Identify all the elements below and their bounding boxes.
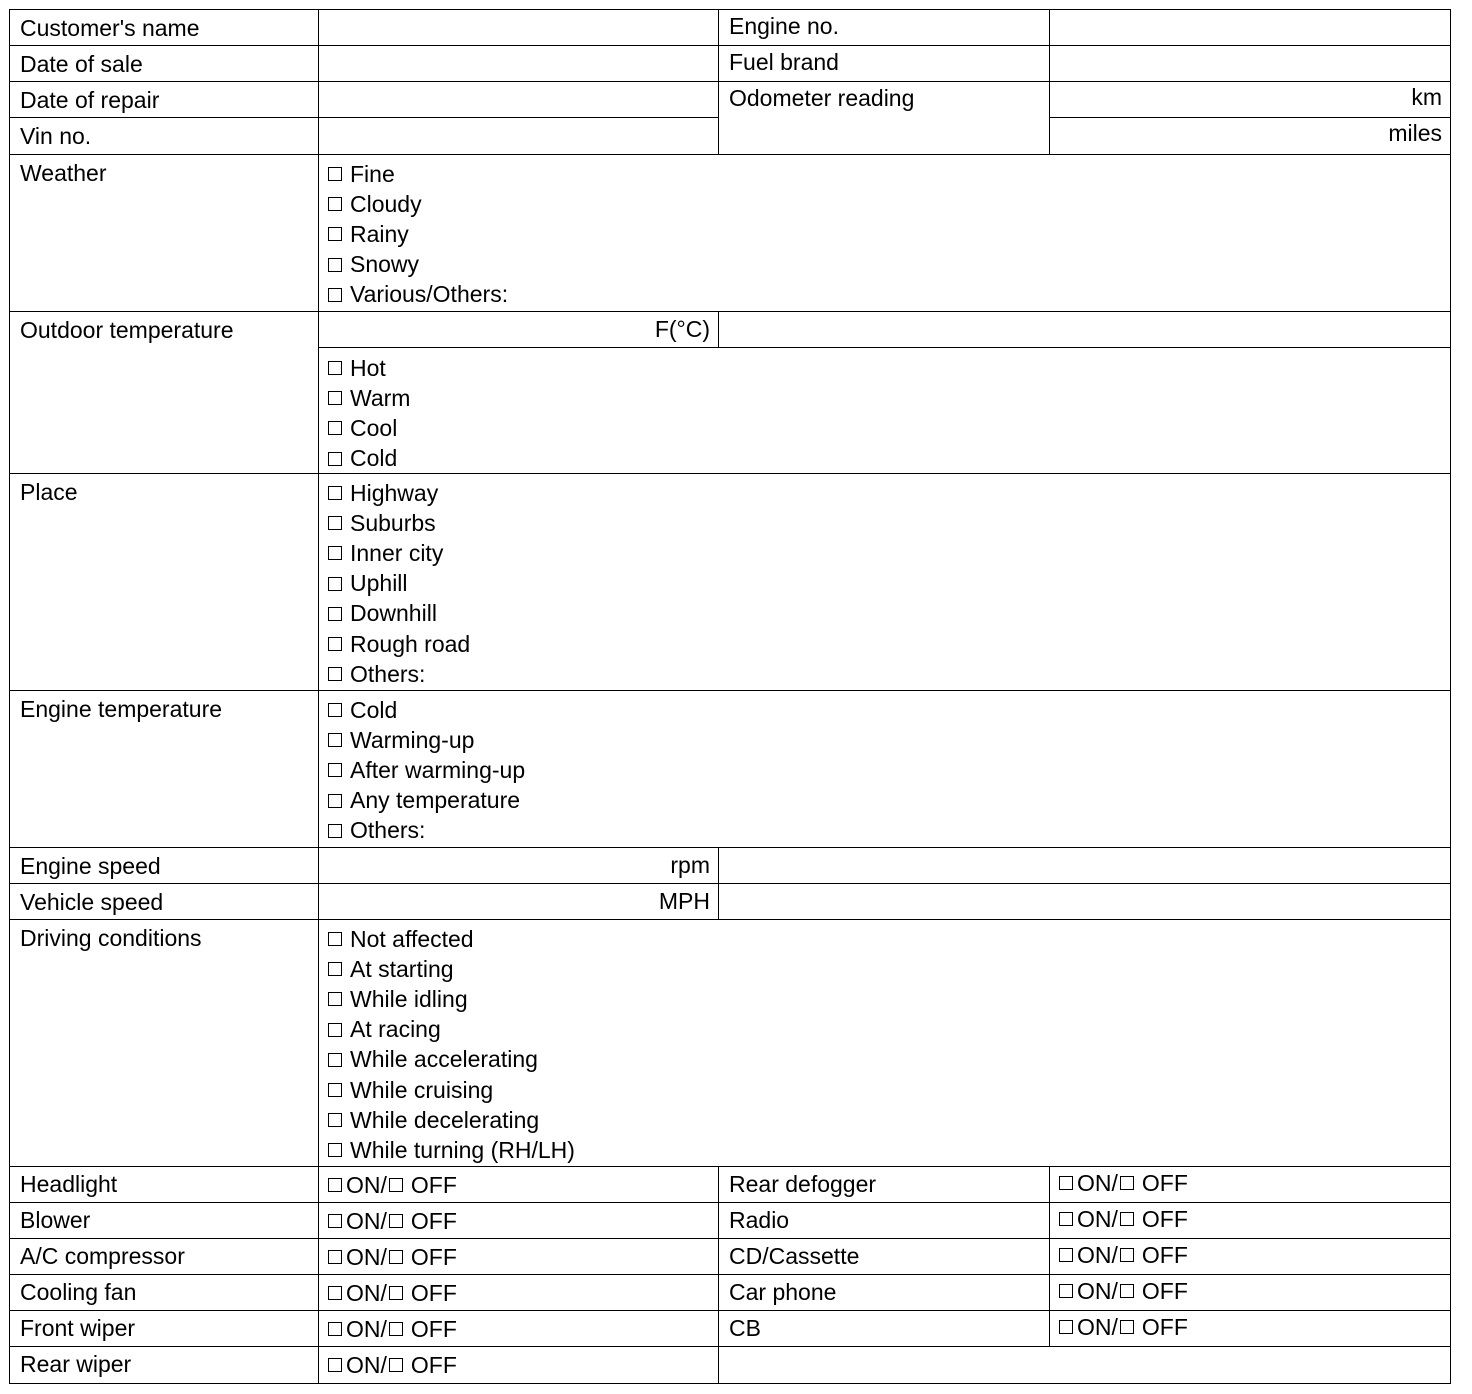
car-phone-on-checkbox[interactable] xyxy=(1059,1284,1073,1298)
radio-on-checkbox[interactable] xyxy=(1059,1212,1073,1226)
engine-temperature-label: Engine temperature xyxy=(20,696,223,722)
driving-option-while-cruising[interactable]: While cruising xyxy=(328,1075,575,1105)
cb-label: CB xyxy=(729,1315,761,1341)
checkbox-icon[interactable] xyxy=(328,197,342,211)
checkbox-icon[interactable] xyxy=(328,1053,342,1067)
cb-on-checkbox[interactable] xyxy=(1059,1320,1073,1334)
outdoor-option-warm[interactable]: Warm xyxy=(328,383,410,413)
date-of-sale-label: Date of sale xyxy=(20,51,143,77)
customer-name-field[interactable] xyxy=(318,9,719,46)
engine-temperature-options xyxy=(318,690,1451,848)
checkbox-icon[interactable] xyxy=(328,258,342,272)
checkbox-icon[interactable] xyxy=(328,932,342,946)
rear-defogger-label-cell xyxy=(718,1166,1050,1203)
engine-no-field[interactable] xyxy=(1049,9,1451,46)
vehicle-speed-field[interactable] xyxy=(318,883,719,920)
checkbox-icon[interactable] xyxy=(328,733,342,747)
outdoor-option-cold[interactable]: Cold xyxy=(328,444,410,474)
blower-switch: ON/ OFF xyxy=(318,1202,719,1239)
cd-cassette-on-checkbox[interactable] xyxy=(1059,1248,1073,1262)
front-wiper-label-cell xyxy=(9,1310,319,1347)
place-option-others[interactable]: Others: xyxy=(328,659,470,689)
car-phone-label-cell xyxy=(718,1274,1050,1311)
ac-compressor-label-cell xyxy=(9,1238,319,1275)
blower-off-checkbox[interactable] xyxy=(389,1214,403,1228)
customer-name-label-cell xyxy=(9,9,319,46)
car-phone-switch: ON/ OFF xyxy=(1049,1274,1451,1311)
checkbox-icon[interactable] xyxy=(328,546,342,560)
driving-option-while-accelerating[interactable]: While accelerating xyxy=(328,1045,575,1075)
checkbox-icon[interactable] xyxy=(328,452,342,466)
cooling-fan-label: Cooling fan xyxy=(20,1279,137,1305)
checkbox-icon[interactable] xyxy=(328,607,342,621)
odometer-label: Odometer reading xyxy=(729,85,915,111)
checkbox-icon[interactable] xyxy=(328,516,342,530)
cooling-fan-on-checkbox[interactable] xyxy=(328,1286,342,1300)
front-wiper-on-checkbox[interactable] xyxy=(328,1322,342,1336)
radio-switch: ON/ OFF xyxy=(1049,1202,1451,1239)
checkbox-icon[interactable] xyxy=(328,667,342,681)
vehicle-speed-label-cell xyxy=(9,883,319,920)
fuel-brand-field[interactable] xyxy=(1049,45,1451,82)
weather-options-list xyxy=(328,159,508,310)
checkbox-icon[interactable] xyxy=(328,962,342,976)
checkbox-icon[interactable] xyxy=(328,421,342,435)
outdoor-temperature-blank xyxy=(718,311,1451,348)
date-of-repair-label: Date of repair xyxy=(20,87,160,113)
place-option-downhill[interactable]: Downhill xyxy=(328,599,470,629)
blower-label-cell xyxy=(9,1202,319,1239)
outdoor-temperature-field[interactable] xyxy=(318,311,719,348)
cb-label-cell xyxy=(718,1310,1050,1347)
checkbox-icon[interactable] xyxy=(328,391,342,405)
outdoor-temperature-label-cell xyxy=(9,311,319,474)
place-options xyxy=(318,473,1451,691)
driving-conditions-label: Driving conditions xyxy=(20,925,202,951)
date-of-repair-label-cell xyxy=(9,81,319,118)
blower-label: Blower xyxy=(20,1207,91,1233)
place-options-list xyxy=(328,478,470,689)
outdoor-temperature-options-list xyxy=(328,353,410,474)
place-option-suburbs[interactable]: Suburbs xyxy=(328,508,470,538)
ac-compressor-switch: ON/ OFF xyxy=(318,1238,719,1275)
cd-cassette-off-checkbox[interactable] xyxy=(1120,1248,1134,1262)
checkbox-icon[interactable] xyxy=(328,577,342,591)
checkbox-icon[interactable] xyxy=(328,824,342,838)
cooling-fan-label-cell xyxy=(9,1274,319,1311)
blower-on-checkbox[interactable] xyxy=(328,1214,342,1228)
cb-switch: ON/ OFF xyxy=(1049,1310,1451,1347)
weather-option-rainy[interactable]: Rainy xyxy=(328,219,508,249)
engine-speed-label: Engine speed xyxy=(20,853,161,879)
checkbox-icon[interactable] xyxy=(328,637,342,651)
cd-cassette-label: CD/Cassette xyxy=(729,1243,860,1269)
checkbox-icon[interactable] xyxy=(328,1083,342,1097)
driving-option-at-racing[interactable]: At racing xyxy=(328,1015,575,1045)
driving-conditions-label-cell xyxy=(9,919,319,1167)
ac-compressor-on-checkbox[interactable] xyxy=(328,1250,342,1264)
engine-temperature-options-list xyxy=(328,695,525,846)
checkbox-icon[interactable] xyxy=(328,1143,342,1157)
outdoor-option-hot[interactable]: Hot xyxy=(328,353,410,383)
place-option-inner-city[interactable]: Inner city xyxy=(328,538,470,568)
driving-option-not-affected[interactable]: Not affected xyxy=(328,924,575,954)
rear-defogger-on-checkbox[interactable] xyxy=(1059,1176,1073,1190)
ac-compressor-off-checkbox[interactable] xyxy=(389,1250,403,1264)
weather-option-others[interactable]: Various/Others: xyxy=(328,280,508,310)
headlight-label: Headlight xyxy=(20,1171,118,1197)
driving-option-while-turning[interactable]: While turning (RH/LH) xyxy=(328,1135,575,1165)
checkbox-icon[interactable] xyxy=(328,361,342,375)
radio-label-cell xyxy=(718,1202,1050,1239)
engine-no-label-cell xyxy=(718,9,1050,46)
front-wiper-off-checkbox[interactable] xyxy=(389,1322,403,1336)
checkbox-icon[interactable] xyxy=(328,486,342,500)
headlight-label-cell xyxy=(9,1166,319,1203)
headlight-on-checkbox[interactable] xyxy=(328,1178,342,1192)
engine-speed-unit: rpm xyxy=(670,852,710,878)
vin-no-field[interactable] xyxy=(318,117,719,155)
cooling-fan-switch: ON/ OFF xyxy=(318,1274,719,1311)
checkbox-icon[interactable] xyxy=(328,167,342,181)
date-of-repair-field[interactable] xyxy=(318,81,719,118)
front-wiper-label: Front wiper xyxy=(20,1315,136,1341)
front-wiper-switch: ON/ OFF xyxy=(318,1310,719,1347)
rear-defogger-off-checkbox[interactable] xyxy=(1120,1176,1134,1190)
place-label-cell xyxy=(9,473,319,691)
driving-conditions-options-list xyxy=(328,924,575,1166)
rear-defogger-label: Rear defogger xyxy=(729,1171,877,1197)
radio-off-checkbox[interactable] xyxy=(1120,1212,1134,1226)
cb-off-checkbox[interactable] xyxy=(1120,1320,1134,1334)
engine-temp-option-after-warming-up[interactable]: After warming-up xyxy=(328,755,525,785)
weather-option-snowy[interactable]: Snowy xyxy=(328,250,508,280)
checkbox-icon[interactable] xyxy=(328,992,342,1006)
odometer-label-cell xyxy=(718,81,1050,155)
driving-option-while-idling[interactable]: While idling xyxy=(328,984,575,1014)
odometer-km-unit: km xyxy=(1411,84,1442,110)
vehicle-speed-blank xyxy=(718,883,1451,920)
vin-no-label-cell xyxy=(9,117,319,155)
rear-defogger-switch: ON/ OFF xyxy=(1049,1166,1451,1203)
place-option-highway[interactable]: Highway xyxy=(328,478,470,508)
odometer-miles-field[interactable] xyxy=(1049,117,1451,155)
car-phone-label: Car phone xyxy=(729,1279,837,1305)
cd-cassette-switch: ON/ OFF xyxy=(1049,1238,1451,1275)
place-option-rough-road[interactable]: Rough road xyxy=(328,629,470,659)
engine-temp-option-cold[interactable]: Cold xyxy=(328,695,525,725)
engine-temp-option-others[interactable]: Others: xyxy=(328,816,525,846)
engine-no-label: Engine no. xyxy=(729,13,839,39)
fuel-brand-label-cell xyxy=(718,45,1050,82)
rear-wiper-off-checkbox[interactable] xyxy=(389,1358,403,1372)
outdoor-temperature-label: Outdoor temperature xyxy=(20,317,234,343)
weather-option-fine[interactable]: Fine xyxy=(328,159,508,189)
checkbox-icon[interactable] xyxy=(328,1023,342,1037)
engine-temp-option-any[interactable]: Any temperature xyxy=(328,786,525,816)
rear-wiper-label-cell xyxy=(9,1346,319,1384)
checkbox-icon[interactable] xyxy=(328,1113,342,1127)
place-option-uphill[interactable]: Uphill xyxy=(328,569,470,599)
rear-wiper-label: Rear wiper xyxy=(20,1351,132,1377)
vin-no-label: Vin no. xyxy=(20,123,92,149)
weather-label: Weather xyxy=(20,160,107,186)
engine-temperature-label-cell xyxy=(9,690,319,848)
car-phone-off-checkbox[interactable] xyxy=(1120,1284,1134,1298)
checkbox-icon[interactable] xyxy=(328,703,342,717)
odometer-miles-unit: miles xyxy=(1388,120,1442,146)
rear-wiper-switch: ON/ OFF xyxy=(318,1346,719,1384)
driving-option-while-decelerating[interactable]: While decelerating xyxy=(328,1105,575,1135)
outdoor-option-cool[interactable]: Cool xyxy=(328,413,410,443)
engine-temp-option-warming-up[interactable]: Warming-up xyxy=(328,725,525,755)
engine-speed-blank xyxy=(718,847,1451,884)
engine-speed-field[interactable] xyxy=(318,847,719,884)
weather-option-cloudy[interactable]: Cloudy xyxy=(328,189,508,219)
driving-conditions-options xyxy=(318,919,1451,1167)
checkbox-icon[interactable] xyxy=(328,794,342,808)
weather-label-cell xyxy=(9,154,319,312)
engine-speed-label-cell xyxy=(9,847,319,884)
driving-option-at-starting[interactable]: At starting xyxy=(328,954,575,984)
checkbox-icon[interactable] xyxy=(328,288,342,302)
checkbox-icon[interactable] xyxy=(328,763,342,777)
date-of-sale-field[interactable] xyxy=(318,45,719,82)
cd-cassette-label-cell xyxy=(718,1238,1050,1275)
customer-name-label: Customer's name xyxy=(20,15,200,41)
ac-compressor-label: A/C compressor xyxy=(20,1243,185,1269)
headlight-off-checkbox[interactable] xyxy=(389,1178,403,1192)
checkbox-icon[interactable] xyxy=(328,227,342,241)
diagnostic-worksheet-form xyxy=(10,10,1452,1385)
vehicle-speed-label: Vehicle speed xyxy=(20,889,164,915)
outdoor-temperature-unit: F(°C) xyxy=(654,316,710,342)
vehicle-speed-unit: MPH xyxy=(658,888,710,914)
fuel-brand-label: Fuel brand xyxy=(729,49,839,75)
date-of-sale-label-cell xyxy=(9,45,319,82)
rear-wiper-on-checkbox[interactable] xyxy=(328,1358,342,1372)
weather-options xyxy=(318,154,1451,312)
place-label: Place xyxy=(20,479,78,505)
headlight-switch: ON/ OFF xyxy=(318,1166,719,1203)
outdoor-temperature-options xyxy=(318,347,1451,474)
odometer-km-field[interactable] xyxy=(1049,81,1451,118)
radio-label: Radio xyxy=(729,1207,790,1233)
cooling-fan-off-checkbox[interactable] xyxy=(389,1286,403,1300)
rear-wiper-blank xyxy=(718,1346,1451,1384)
